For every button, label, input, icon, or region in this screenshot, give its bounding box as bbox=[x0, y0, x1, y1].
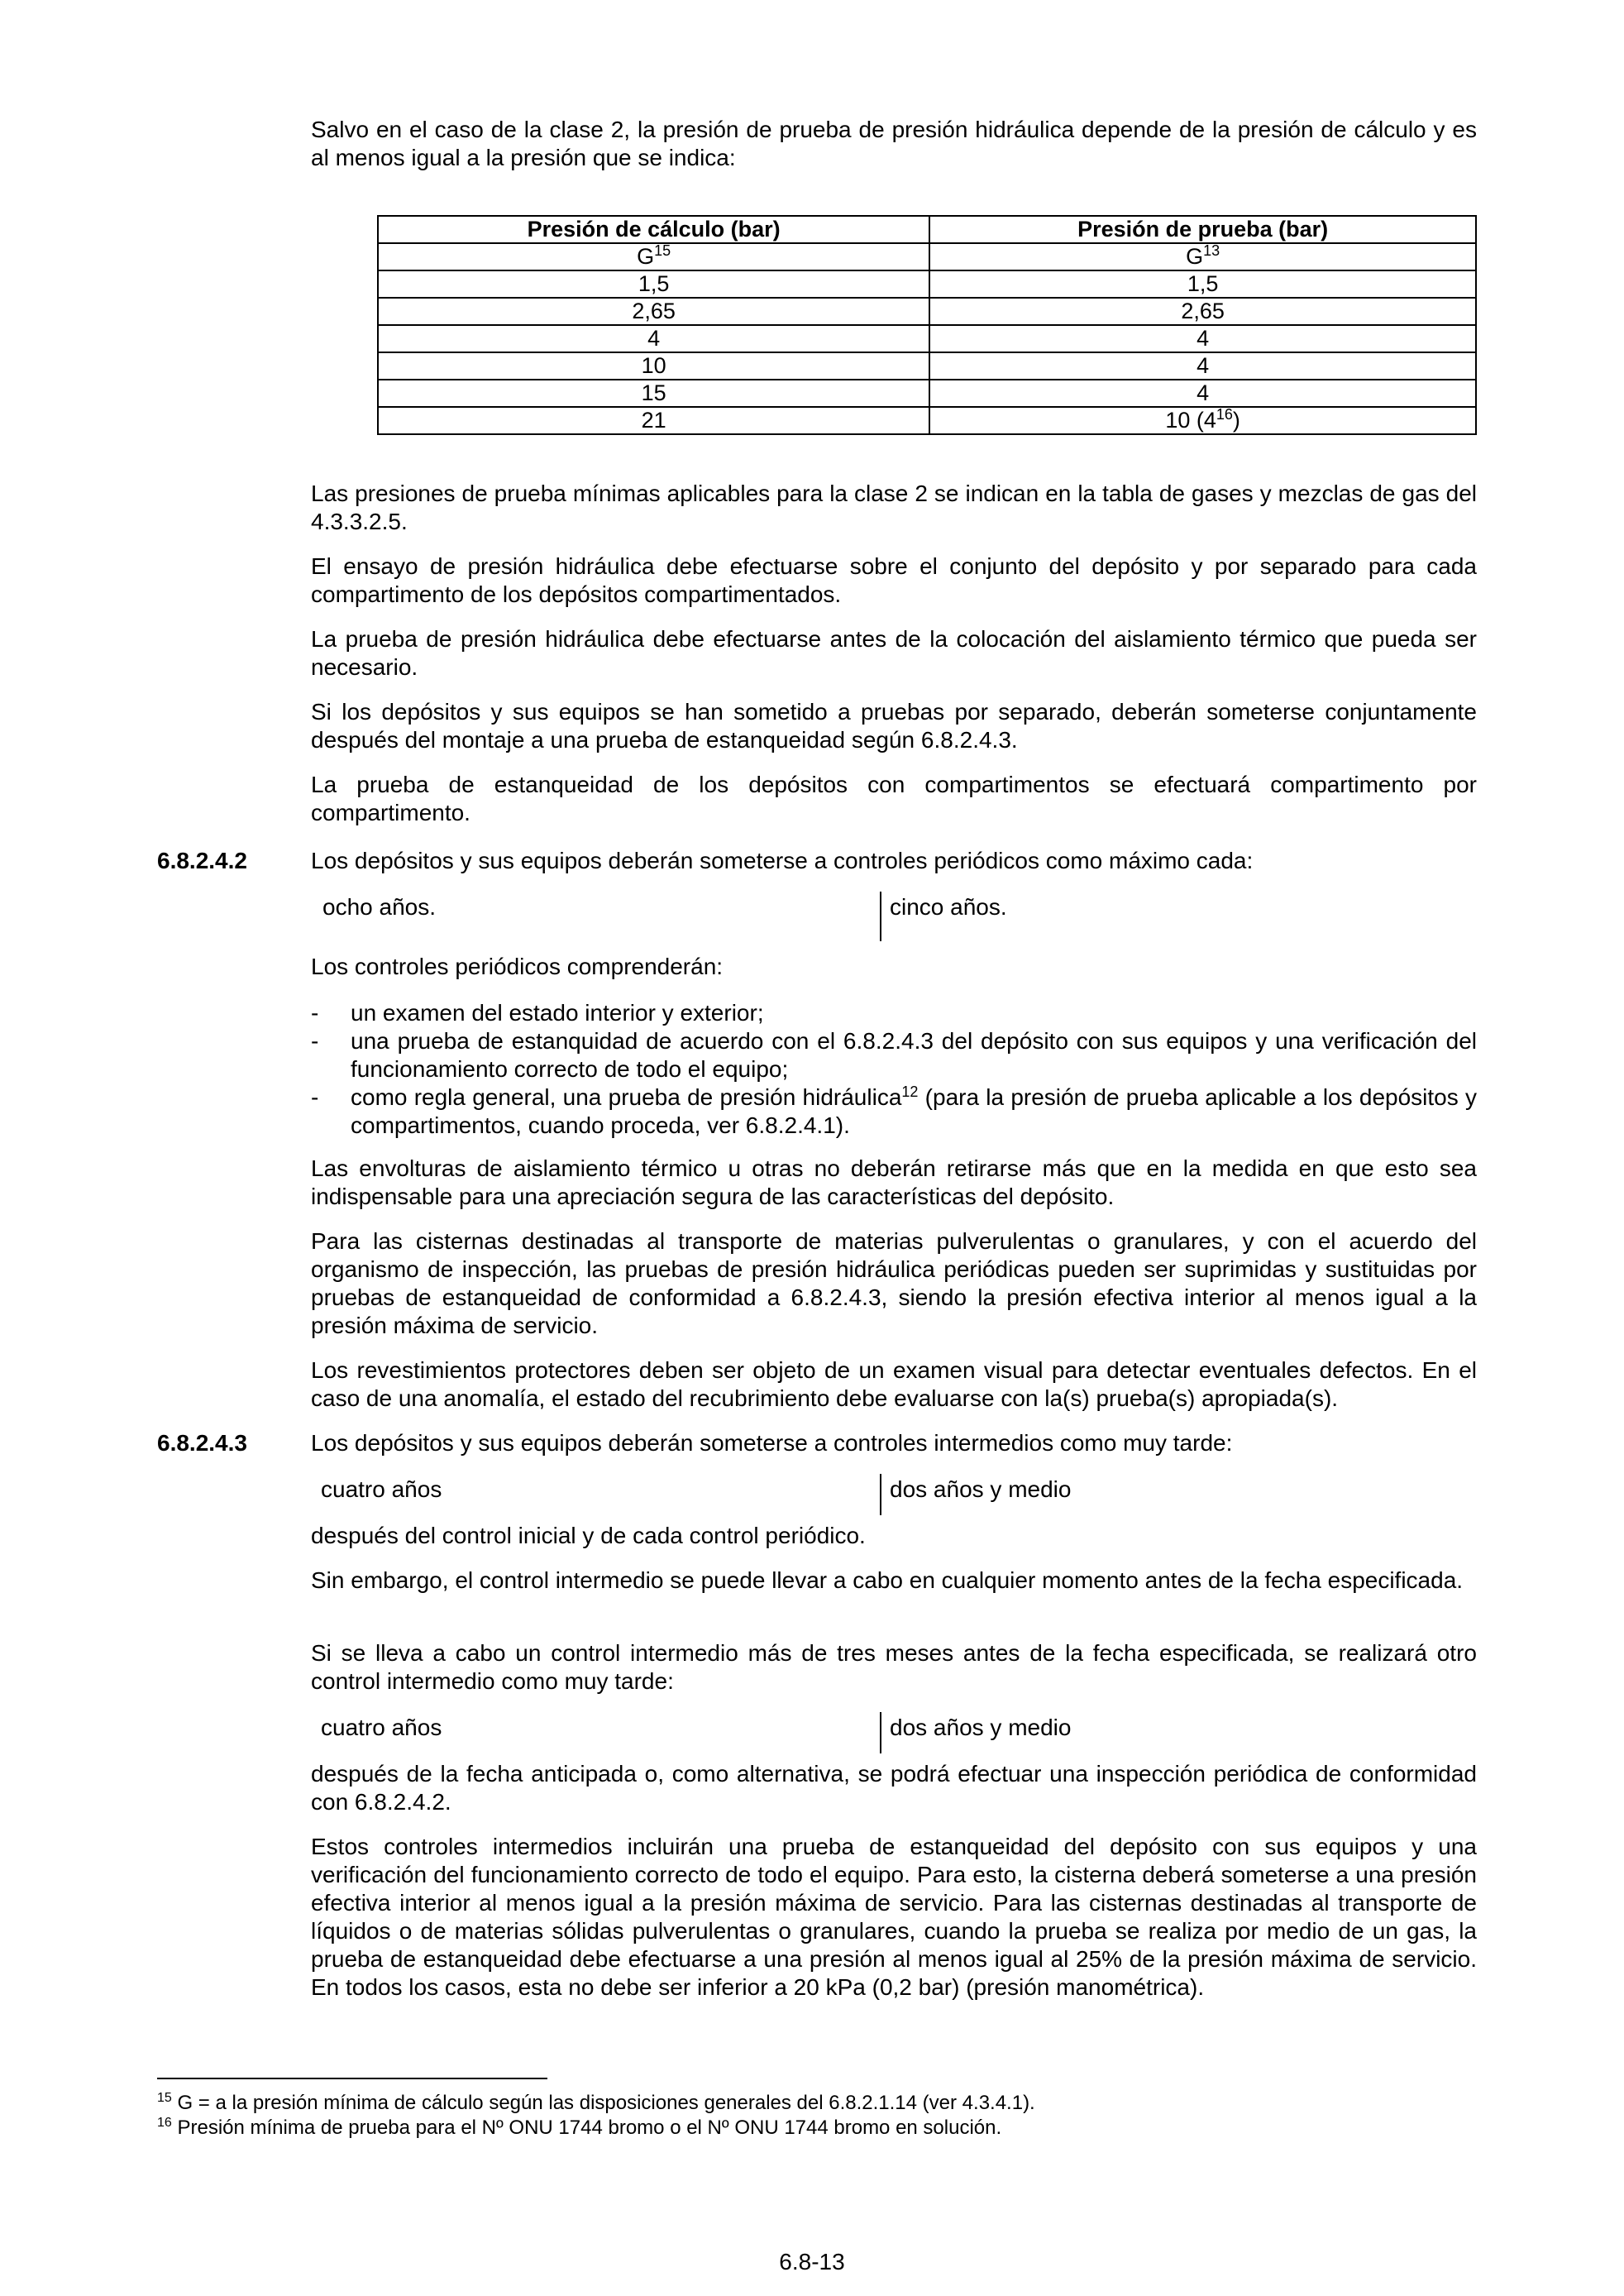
paragraph: Estos controles intermedios incluirán una prueba de estanqueidad del depósito con sus equipos y una verificación del funcionamiento correcto de todo el equipo. Para esto, la cisterna deberá someterse a una presión efectiva interior al menos igual a la presión máxima de servicio. Para las cisternas destinadas al transporte de líquidos o de materias sólidas pulverulentas o granulares, cuando la prueba se realiza por medio de un gas, la prueba de estanqueidad debe efectuarse a una presión al menos igual al 25% de la presión máxima de servicio. En todos los casos, esta no debe ser inferior a 20 kPa (0,2 bar) (presión manométrica). bbox=[311, 1834, 1477, 2000]
list-item: una prueba de estanquidad de acuerdo con el 6.8.2.4.3 del depósito con sus equipos y una verificación del funcionamiento correcto de todo el equipo; bbox=[351, 1028, 1477, 1082]
option-left: cuatro años bbox=[321, 1715, 442, 1740]
table-row bbox=[378, 243, 1476, 270]
column-divider bbox=[880, 1474, 881, 1515]
option-right: cinco años. bbox=[890, 894, 1007, 920]
paragraph: Sin embargo, el control intermedio se puede llevar a cabo en cualquier momento antes de la fecha especificada. bbox=[311, 1567, 1464, 1593]
cell-test: 4 bbox=[929, 352, 1476, 380]
table-row bbox=[378, 270, 1476, 298]
header-design-pressure: Presión de cálculo (bar) bbox=[378, 216, 929, 243]
paragraph: Para las cisternas destinadas al transporte de materias pulverulentas o granulares, y con el acuerdo del organismo de inspección, las pruebas de presión hidráulica periódicas pueden ser suprimidas y sustituidas por pruebas de estanqueidad de conformidad a 6.8.2.4.3, siendo la presión efectiva interior al menos igual a la presión máxima de servicio. bbox=[311, 1228, 1477, 1338]
list-dash: - bbox=[311, 1000, 319, 1026]
cell-design: 21 bbox=[378, 407, 929, 434]
cell-test: 4 bbox=[929, 380, 1476, 407]
option-right: dos años y medio bbox=[890, 1715, 1072, 1740]
option-left: ocho años. bbox=[322, 894, 436, 920]
cell-design: 10 bbox=[378, 352, 929, 380]
list-dash: - bbox=[311, 1084, 319, 1110]
pressure-table bbox=[377, 215, 1477, 435]
section-number: 6.8.2.4.3 bbox=[157, 1430, 247, 1456]
table-row bbox=[378, 380, 1476, 407]
cell-design: 4 bbox=[378, 325, 929, 352]
table-header-row bbox=[378, 216, 1476, 243]
cell-test: $G^{13}$ bbox=[929, 243, 1476, 270]
paragraph: La prueba de estanqueidad de los depósitos con compartimentos se efectuará compartimento por compartimento. bbox=[311, 772, 1477, 825]
paragraph: Los revestimientos protectores deben ser objeto de un examen visual para detectar eventuales defectos. En el caso de una anomalía, el estado del recubrimiento debe evaluarse con la(s) prueba(s) apropiada(s). bbox=[311, 1357, 1477, 1411]
cell-test: 10 $(4^{16})$ bbox=[929, 407, 1476, 434]
section-number: 6.8.2.4.2 bbox=[157, 848, 247, 873]
section-lead: Los depósitos y sus equipos deberán someterse a controles periódicos como máximo cada: bbox=[311, 848, 1254, 873]
page-number: 6.8-13 bbox=[779, 2249, 845, 2274]
column-divider bbox=[880, 1712, 881, 1753]
cell-test: 1,5 bbox=[929, 270, 1476, 298]
cell-test: 2,65 bbox=[929, 298, 1476, 325]
table-row bbox=[378, 325, 1476, 352]
list-item: como regla general, una prueba de presión hidráulica$^{12}$ (para la presión de prueba aplicable a los depósitos y compartimentos, cuando proceda, ver 6.8.2.4.1). bbox=[351, 1083, 1477, 1138]
paragraph: La prueba de presión hidráulica debe efectuarse antes de la colocación del aislamiento térmico que pueda ser necesario. bbox=[311, 626, 1477, 680]
footnote: $^{16}$ Presión mínima de prueba para el Nº ONU 1744 bromo o el Nº ONU 1744 bromo en solución. bbox=[157, 2116, 1002, 2139]
table-row bbox=[378, 407, 1476, 434]
paragraph: Si se lleva a cabo un control intermedio más de tres meses antes de la fecha especificada, se realizará otro control intermedio como muy tarde: bbox=[311, 1640, 1477, 1694]
column-divider bbox=[880, 892, 881, 941]
table-row bbox=[378, 352, 1476, 380]
list-item: un examen del estado interior y exterior; bbox=[351, 1000, 764, 1026]
list-dash: - bbox=[311, 1028, 319, 1054]
option-right: dos años y medio bbox=[890, 1476, 1072, 1502]
intro-paragraph: Salvo en el caso de la clase 2, la presión de prueba de presión hidráulica depende de la presión de cálculo y es al menos igual a la presión que se indica: bbox=[311, 117, 1477, 170]
cell-design: 2,65 bbox=[378, 298, 929, 325]
table-row bbox=[378, 298, 1476, 325]
footnote: $^{15}$ G = a la presión mínima de cálculo según las disposiciones generales del 6.8.2.1.14 (ver 4.3.4.1). bbox=[157, 2091, 1035, 2114]
paragraph: Las presiones de prueba mínimas aplicables para la clase 2 se indican en la tabla de gases y mezclas de gas del 4.3.3.2.5. bbox=[311, 481, 1477, 534]
list-intro: Los controles periódicos comprenderán: bbox=[311, 954, 724, 979]
paragraph: después del control inicial y de cada control periódico. bbox=[311, 1523, 866, 1548]
cell-design: 1,5 bbox=[378, 270, 929, 298]
paragraph: Si los depósitos y sus equipos se han sometido a pruebas por separado, deberán someterse conjuntamente después del montaje a una prueba de estanqueidad según 6.8.2.4.3. bbox=[311, 699, 1477, 753]
paragraph: Las envolturas de aislamiento térmico u otras no deberán retirarse más que en la medida en que esto sea indispensable para una apreciación segura de las características del depósito. bbox=[311, 1155, 1477, 1209]
paragraph: después de la fecha anticipada o, como alternativa, se podrá efectuar una inspección periódica de conformidad con 6.8.2.4.2. bbox=[311, 1761, 1477, 1815]
section-lead: Los depósitos y sus equipos deberán someterse a controles intermedios como muy tarde: bbox=[311, 1430, 1233, 1456]
cell-design: $G^{15}$ bbox=[378, 243, 929, 270]
header-test-pressure: Presión de prueba (bar) bbox=[929, 216, 1476, 243]
cell-test: 4 bbox=[929, 325, 1476, 352]
cell-design: 15 bbox=[378, 380, 929, 407]
option-left: cuatro años bbox=[321, 1476, 442, 1502]
footnote-separator bbox=[157, 2078, 547, 2079]
paragraph: El ensayo de presión hidráulica debe efectuarse sobre el conjunto del depósito y por separado para cada compartimento de los depósitos compartimentados. bbox=[311, 553, 1477, 607]
